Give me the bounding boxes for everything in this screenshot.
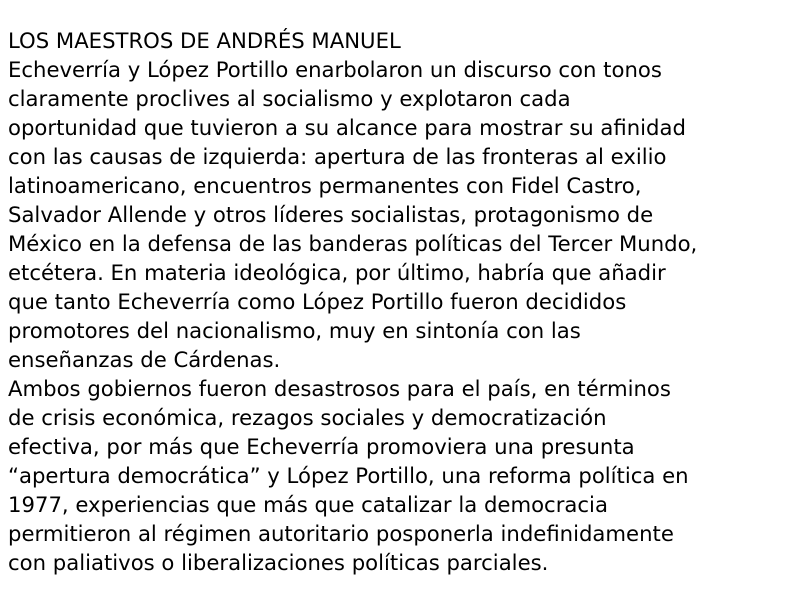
paragraph-line: “apertura democrática” y López Portillo, una reforma política en [8,463,689,488]
paragraph-line: efectiva, por más que Echeverría promoviera una presunta [8,434,635,459]
paragraph-line: etcétera. En materia ideológica, por último, habría que añadir [8,260,666,285]
paragraph-line: Salvador Allende y otros líderes socialistas, protagonismo de [8,202,654,227]
paragraph-line: oportunidad que tuvieron a su alcance para mostrar su afinidad [8,115,686,140]
paragraph-line: de crisis económica, rezagos sociales y democratización [8,405,607,430]
paragraph-line: México en la defensa de las banderas políticas del Tercer Mundo, [8,231,698,256]
paragraph-2 [8,374,798,577]
paragraph-line: permitieron al régimen autoritario posponerla indefinidamente [8,521,674,546]
paragraph-1 [8,55,798,374]
paragraph-line: claramente proclives al socialismo y explotaron cada [8,86,571,111]
paragraph-line: con las causas de izquierda: apertura de las fronteras al exilio [8,144,667,169]
paragraph-line: con paliativos o liberalizaciones políticas parciales. [8,550,549,575]
paragraph-line: enseñanzas de Cárdenas. [8,347,281,372]
document-page [8,26,798,577]
paragraph-line: latinoamericano, encuentros permanentes con Fidel Castro, [8,173,642,198]
paragraph-line: Echeverría y López Portillo enarbolaron un discurso con tonos [8,57,662,82]
paragraph-line: 1977, experiencias que más que catalizar la democracia [8,492,608,517]
document-title: LOS MAESTROS DE ANDRÉS MANUEL [8,28,401,53]
paragraph-line: promotores del nacionalismo, muy en sintonía con las [8,318,581,343]
paragraph-line: que tanto Echeverría como López Portillo fueron decididos [8,289,627,314]
paragraph-line: Ambos gobiernos fueron desastrosos para el país, en términos [8,376,671,401]
